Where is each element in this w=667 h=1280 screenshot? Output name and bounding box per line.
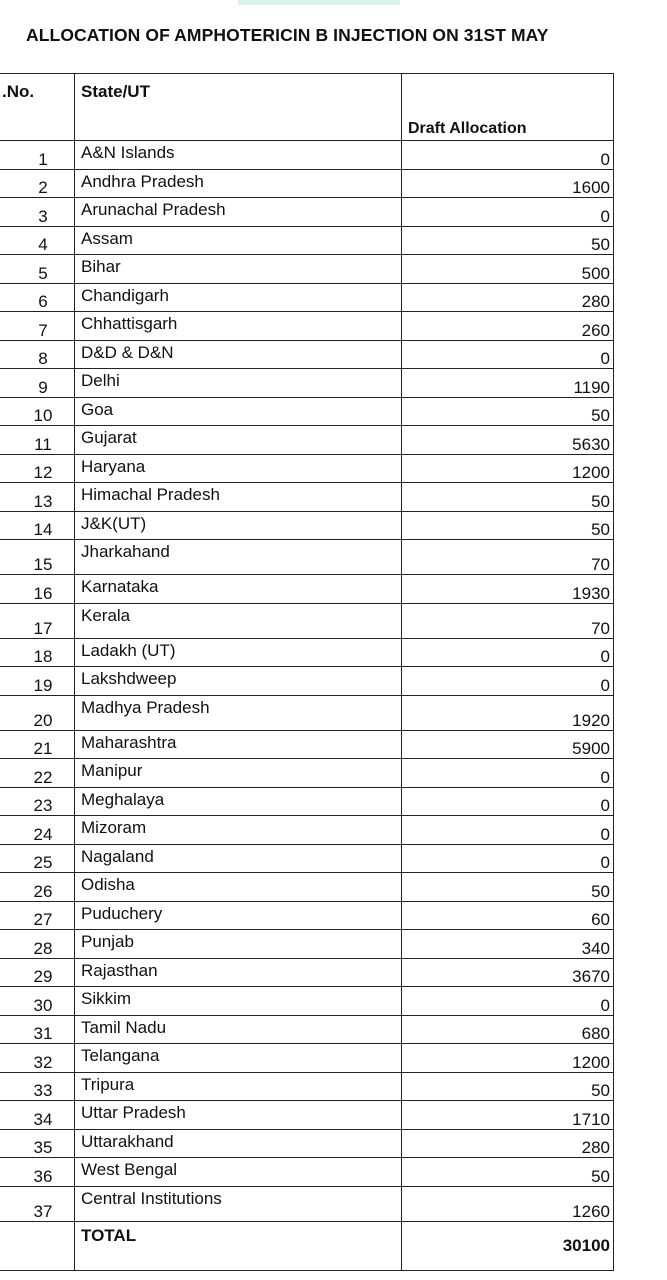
table-row xyxy=(0,255,614,284)
row-allocation: 50 xyxy=(402,873,614,902)
row-allocation: 0 xyxy=(402,667,614,696)
table-row xyxy=(0,1044,614,1073)
row-allocation: 50 xyxy=(402,483,614,512)
row-number: 30 xyxy=(0,987,75,1016)
row-number: 14 xyxy=(0,511,75,540)
table-row xyxy=(0,369,614,398)
table-row xyxy=(0,169,614,198)
total-value: 30100 xyxy=(402,1221,614,1270)
table-row xyxy=(0,340,614,369)
table-row xyxy=(0,730,614,759)
table-row xyxy=(0,787,614,816)
row-number: 8 xyxy=(0,340,75,369)
row-allocation: 50 xyxy=(402,397,614,426)
table-row xyxy=(0,759,614,788)
table-row xyxy=(0,1015,614,1044)
header-sno: .No. xyxy=(0,74,75,141)
row-allocation: 0 xyxy=(402,787,614,816)
table-row xyxy=(0,483,614,512)
row-state: Mizoram xyxy=(75,816,402,845)
row-number: 2 xyxy=(0,169,75,198)
row-allocation: 1710 xyxy=(402,1101,614,1130)
row-allocation: 1200 xyxy=(402,1044,614,1073)
row-number: 5 xyxy=(0,255,75,284)
row-state: Nagaland xyxy=(75,844,402,873)
row-allocation: 5900 xyxy=(402,730,614,759)
row-allocation: 50 xyxy=(402,1158,614,1187)
row-allocation: 0 xyxy=(402,141,614,170)
table-row xyxy=(0,695,614,730)
row-state: Chhattisgarh xyxy=(75,312,402,341)
row-number: 32 xyxy=(0,1044,75,1073)
row-state: Maharashtra xyxy=(75,730,402,759)
row-number: 33 xyxy=(0,1072,75,1101)
row-allocation: 0 xyxy=(402,987,614,1016)
allocation-table xyxy=(0,73,614,1271)
table-row xyxy=(0,958,614,987)
row-state: Goa xyxy=(75,397,402,426)
header-row xyxy=(0,74,614,141)
row-number: 12 xyxy=(0,454,75,483)
table-row xyxy=(0,198,614,227)
row-number: 35 xyxy=(0,1129,75,1158)
row-state: J&K(UT) xyxy=(75,511,402,540)
row-number: 18 xyxy=(0,638,75,667)
row-number: 7 xyxy=(0,312,75,341)
row-allocation: 500 xyxy=(402,255,614,284)
row-state: Delhi xyxy=(75,369,402,398)
document-title: ALLOCATION OF AMPHOTERICIN B INJECTION ON 31ST MAY xyxy=(26,25,549,45)
row-state: Kerala xyxy=(75,603,402,638)
row-number: 28 xyxy=(0,930,75,959)
row-allocation: 680 xyxy=(402,1015,614,1044)
row-number: 22 xyxy=(0,759,75,788)
row-state: Gujarat xyxy=(75,426,402,455)
header-allocation: Draft Allocation xyxy=(402,74,614,141)
row-number: 3 xyxy=(0,198,75,227)
row-state: Tripura xyxy=(75,1072,402,1101)
row-state: Madhya Pradesh xyxy=(75,695,402,730)
row-allocation: 1930 xyxy=(402,575,614,604)
row-number: 31 xyxy=(0,1015,75,1044)
row-state: Jharkahand xyxy=(75,540,402,575)
row-number: 21 xyxy=(0,730,75,759)
row-number: 25 xyxy=(0,844,75,873)
row-number: 13 xyxy=(0,483,75,512)
row-number: 1 xyxy=(0,141,75,170)
row-state: Chandigarh xyxy=(75,283,402,312)
row-allocation: 1260 xyxy=(402,1186,614,1221)
table-row xyxy=(0,638,614,667)
table-row xyxy=(0,1158,614,1187)
row-allocation: 0 xyxy=(402,340,614,369)
row-state: Central Institutions xyxy=(75,1186,402,1221)
row-state: Tamil Nadu xyxy=(75,1015,402,1044)
row-allocation: 50 xyxy=(402,226,614,255)
row-state: Lakshdweep xyxy=(75,667,402,696)
row-state: Rajasthan xyxy=(75,958,402,987)
row-number: 34 xyxy=(0,1101,75,1130)
header-state: State/UT xyxy=(75,74,402,141)
row-number: 16 xyxy=(0,575,75,604)
row-state: Sikkim xyxy=(75,987,402,1016)
row-number: 27 xyxy=(0,901,75,930)
row-allocation: 0 xyxy=(402,759,614,788)
row-state: Odisha xyxy=(75,873,402,902)
row-allocation: 5630 xyxy=(402,426,614,455)
row-state: Assam xyxy=(75,226,402,255)
table-row xyxy=(0,873,614,902)
table-row xyxy=(0,1129,614,1158)
table-row xyxy=(0,816,614,845)
table-row xyxy=(0,1101,614,1130)
row-state: Bihar xyxy=(75,255,402,284)
row-state: Manipur xyxy=(75,759,402,788)
row-number: 9 xyxy=(0,369,75,398)
row-allocation: 1920 xyxy=(402,695,614,730)
row-state: West Bengal xyxy=(75,1158,402,1187)
row-state: Karnataka xyxy=(75,575,402,604)
total-label: TOTAL xyxy=(75,1221,402,1270)
table-row xyxy=(0,283,614,312)
table-row xyxy=(0,603,614,638)
table-body xyxy=(0,141,614,1222)
row-number: 26 xyxy=(0,873,75,902)
row-state: Punjab xyxy=(75,930,402,959)
row-allocation: 0 xyxy=(402,198,614,227)
row-allocation: 50 xyxy=(402,1072,614,1101)
table-row xyxy=(0,454,614,483)
table-row xyxy=(0,511,614,540)
row-allocation: 0 xyxy=(402,844,614,873)
total-row xyxy=(0,1221,614,1270)
table-row xyxy=(0,1072,614,1101)
row-state: Ladakh (UT) xyxy=(75,638,402,667)
row-number: 4 xyxy=(0,226,75,255)
table-row xyxy=(0,901,614,930)
table-row xyxy=(0,426,614,455)
row-allocation: 280 xyxy=(402,283,614,312)
row-number: 20 xyxy=(0,695,75,730)
top-decorative-bar xyxy=(238,0,400,5)
table-row xyxy=(0,1186,614,1221)
row-allocation: 1190 xyxy=(402,369,614,398)
row-number: 15 xyxy=(0,540,75,575)
row-allocation: 3670 xyxy=(402,958,614,987)
row-number: 24 xyxy=(0,816,75,845)
row-state: D&D & D&N xyxy=(75,340,402,369)
table-row xyxy=(0,312,614,341)
row-number: 37 xyxy=(0,1186,75,1221)
row-number: 29 xyxy=(0,958,75,987)
row-allocation: 1200 xyxy=(402,454,614,483)
row-number: 23 xyxy=(0,787,75,816)
row-state: A&N Islands xyxy=(75,141,402,170)
row-allocation: 60 xyxy=(402,901,614,930)
table-row xyxy=(0,930,614,959)
row-allocation: 0 xyxy=(402,638,614,667)
row-state: Meghalaya xyxy=(75,787,402,816)
row-number: 10 xyxy=(0,397,75,426)
row-state: Uttar Pradesh xyxy=(75,1101,402,1130)
row-allocation: 50 xyxy=(402,511,614,540)
table-row xyxy=(0,141,614,170)
table-row xyxy=(0,226,614,255)
table-row xyxy=(0,540,614,575)
row-number: 11 xyxy=(0,426,75,455)
total-sno-cell xyxy=(0,1221,75,1270)
table-row xyxy=(0,397,614,426)
row-number: 17 xyxy=(0,603,75,638)
row-state: Telangana xyxy=(75,1044,402,1073)
row-state: Andhra Pradesh xyxy=(75,169,402,198)
table-row xyxy=(0,667,614,696)
table-row xyxy=(0,987,614,1016)
row-allocation: 70 xyxy=(402,540,614,575)
row-allocation: 260 xyxy=(402,312,614,341)
row-number: 36 xyxy=(0,1158,75,1187)
table-row xyxy=(0,575,614,604)
row-number: 19 xyxy=(0,667,75,696)
row-allocation: 280 xyxy=(402,1129,614,1158)
row-allocation: 70 xyxy=(402,603,614,638)
row-state: Puduchery xyxy=(75,901,402,930)
row-state: Haryana xyxy=(75,454,402,483)
row-number: 6 xyxy=(0,283,75,312)
table-row xyxy=(0,844,614,873)
row-allocation: 1600 xyxy=(402,169,614,198)
row-allocation: 340 xyxy=(402,930,614,959)
row-state: Himachal Pradesh xyxy=(75,483,402,512)
row-state: Arunachal Pradesh xyxy=(75,198,402,227)
row-state: Uttarakhand xyxy=(75,1129,402,1158)
row-allocation: 0 xyxy=(402,816,614,845)
